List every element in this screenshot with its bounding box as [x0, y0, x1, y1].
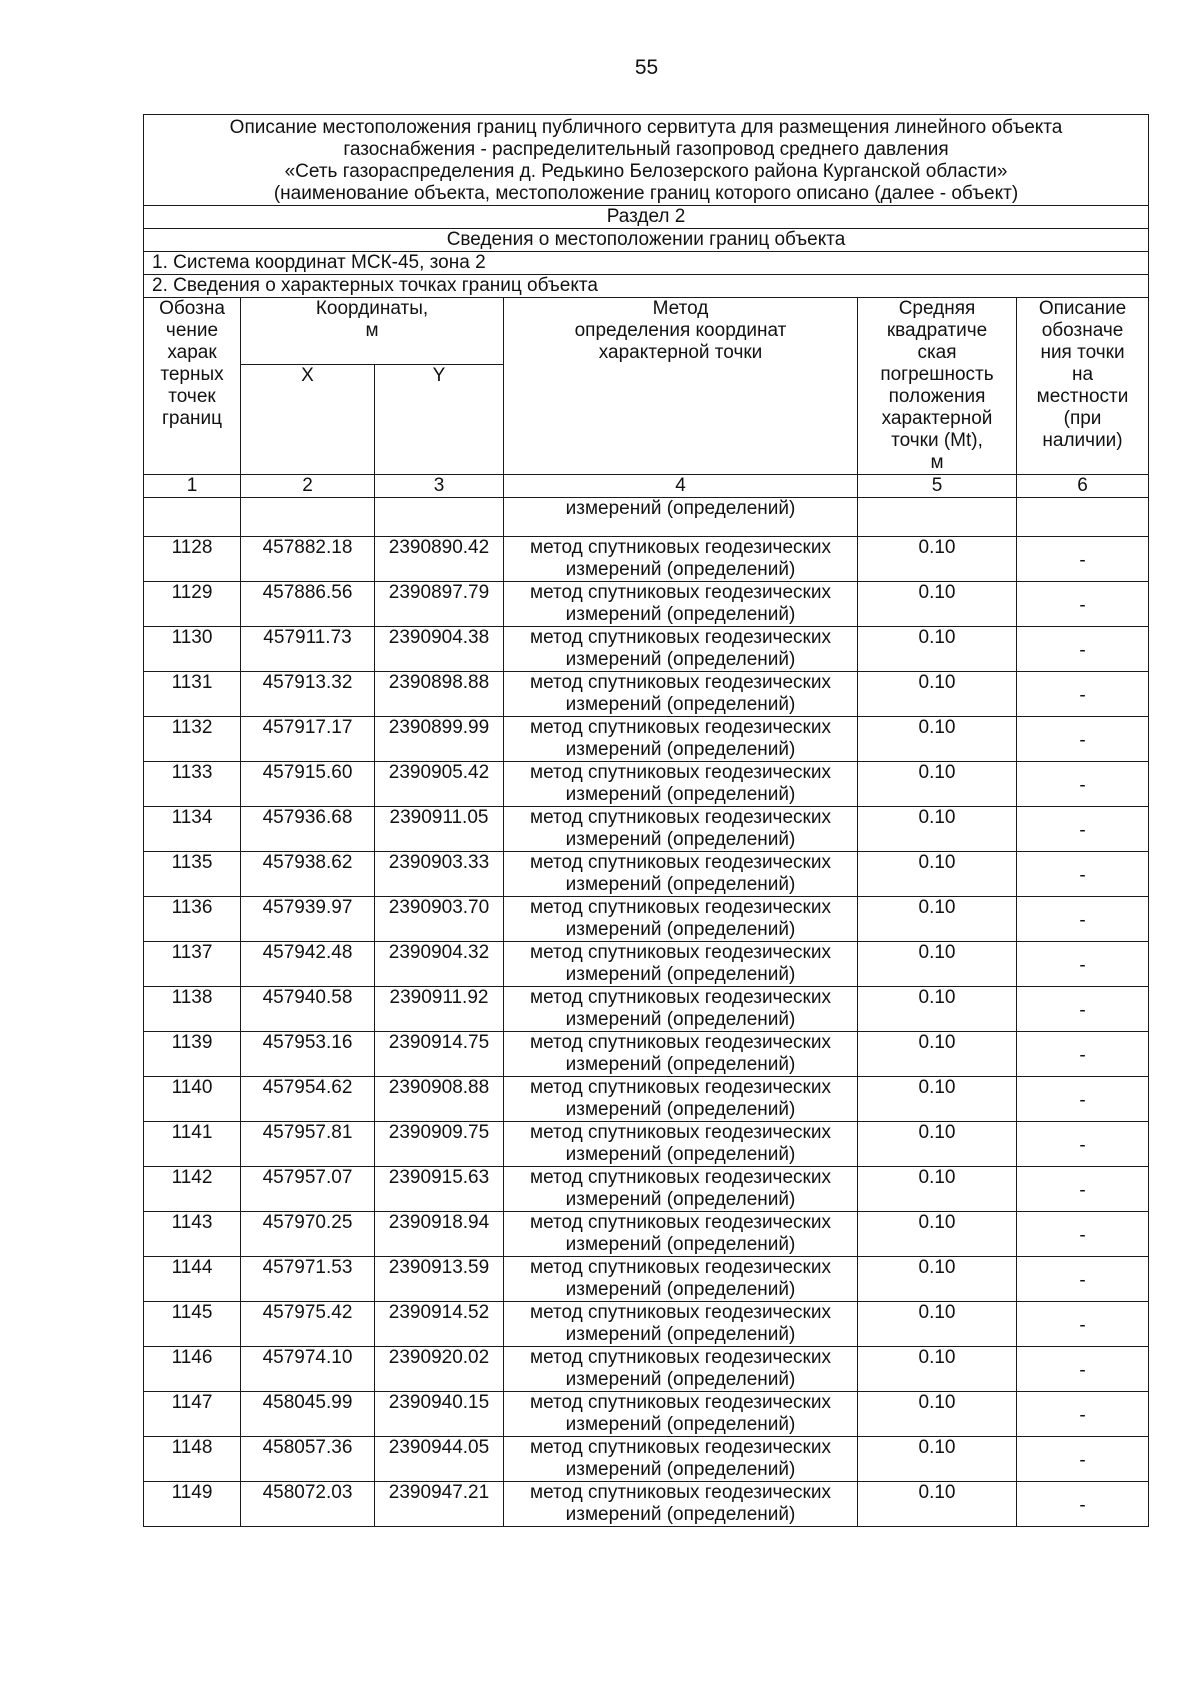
x-coordinate-cell: 457971.53	[241, 1257, 375, 1302]
mt-cell: 0.10	[858, 1032, 1017, 1077]
description-value: -	[1079, 775, 1086, 796]
mt-cell: 0.10	[858, 987, 1017, 1032]
header-description: Описание обозначе ния точки на местности (при наличии)	[1017, 298, 1149, 475]
x-coordinate-cell: 457953.16	[241, 1032, 375, 1077]
mt-cell: 0.10	[858, 807, 1017, 852]
x-coordinate-cell: 457957.07	[241, 1167, 375, 1212]
description-value: -	[1079, 910, 1086, 931]
description-cell	[1017, 1032, 1149, 1077]
y-coordinate-cell: 2390903.33	[375, 852, 504, 897]
y-coordinate-cell: 2390947.21	[375, 1482, 504, 1527]
points-info: 2. Сведения о характерных точках границ объекта	[144, 275, 1149, 298]
point-id-cell: 1131	[144, 672, 241, 717]
y-coordinate-cell: 2390898.88	[375, 672, 504, 717]
y-coordinate-cell: 2390914.52	[375, 1302, 504, 1347]
continued-method: измерений (определений)	[504, 498, 858, 537]
description-value: -	[1079, 1270, 1086, 1291]
description-cell	[1017, 537, 1149, 582]
y-coordinate-cell: 2390904.32	[375, 942, 504, 987]
y-coordinate-cell: 2390903.70	[375, 897, 504, 942]
header-x: X	[241, 364, 375, 474]
point-id-cell: 1143	[144, 1212, 241, 1257]
method-cell: метод спутниковых геодезических измерений (определений)	[504, 852, 858, 897]
x-coordinate-cell: 457942.48	[241, 942, 375, 987]
table-row	[144, 897, 1149, 942]
method-cell: метод спутниковых геодезических измерений (определений)	[504, 1032, 858, 1077]
description-value: -	[1079, 685, 1086, 706]
description-cell	[1017, 1212, 1149, 1257]
table-row	[144, 672, 1149, 717]
table-row	[144, 627, 1149, 672]
title-row	[144, 115, 1149, 206]
mt-cell: 0.10	[858, 1167, 1017, 1212]
mt-cell: 0.10	[858, 1392, 1017, 1437]
description-cell	[1017, 1257, 1149, 1302]
description-cell	[1017, 762, 1149, 807]
table-row	[144, 537, 1149, 582]
y-coordinate-cell: 2390911.92	[375, 987, 504, 1032]
column-number-row	[144, 475, 1149, 498]
description-cell	[1017, 852, 1149, 897]
method-cell: метод спутниковых геодезических измерений (определений)	[504, 1077, 858, 1122]
x-coordinate-cell: 457882.18	[241, 537, 375, 582]
point-id-cell: 1141	[144, 1122, 241, 1167]
mt-cell: 0.10	[858, 1122, 1017, 1167]
description-cell	[1017, 1302, 1149, 1347]
description-cell	[1017, 1122, 1149, 1167]
table-row	[144, 1122, 1149, 1167]
table-row	[144, 942, 1149, 987]
x-coordinate-cell: 457886.56	[241, 582, 375, 627]
description-cell	[1017, 1482, 1149, 1527]
point-id-cell: 1136	[144, 897, 241, 942]
table-row	[144, 852, 1149, 897]
x-coordinate-cell: 457970.25	[241, 1212, 375, 1257]
method-cell: метод спутниковых геодезических измерений (определений)	[504, 717, 858, 762]
x-coordinate-cell: 457974.10	[241, 1347, 375, 1392]
description-cell	[1017, 1347, 1149, 1392]
header-method: Метод определения координат характерной точки	[504, 298, 858, 475]
point-id-cell: 1146	[144, 1347, 241, 1392]
mt-cell: 0.10	[858, 1482, 1017, 1527]
description-cell	[1017, 582, 1149, 627]
description-value: -	[1079, 595, 1086, 616]
method-cell: метод спутниковых геодезических измерений (определений)	[504, 672, 858, 717]
header-y: Y	[375, 364, 504, 474]
x-coordinate-cell: 457913.32	[241, 672, 375, 717]
method-cell: метод спутниковых геодезических измерений (определений)	[504, 942, 858, 987]
point-id-cell: 1132	[144, 717, 241, 762]
table-row	[144, 1482, 1149, 1527]
x-coordinate-cell: 457911.73	[241, 627, 375, 672]
header-point-id: Обозна чение харак терных точек границ	[144, 298, 241, 475]
description-value: -	[1079, 865, 1086, 886]
mt-cell: 0.10	[858, 1437, 1017, 1482]
point-id-cell: 1129	[144, 582, 241, 627]
description-value: -	[1079, 1135, 1086, 1156]
column-number: 1	[144, 475, 241, 498]
mt-cell: 0.10	[858, 852, 1017, 897]
point-id-cell: 1137	[144, 942, 241, 987]
method-cell: метод спутниковых геодезических измерений (определений)	[504, 1302, 858, 1347]
table-row	[144, 582, 1149, 627]
description-value: -	[1079, 1360, 1086, 1381]
empty-cell	[1017, 498, 1149, 537]
y-coordinate-cell: 2390918.94	[375, 1212, 504, 1257]
description-value: -	[1079, 1090, 1086, 1111]
point-id-cell: 1140	[144, 1077, 241, 1122]
point-id-cell: 1128	[144, 537, 241, 582]
x-coordinate-cell: 457939.97	[241, 897, 375, 942]
mt-cell: 0.10	[858, 942, 1017, 987]
y-coordinate-cell: 2390909.75	[375, 1122, 504, 1167]
point-id-cell: 1139	[144, 1032, 241, 1077]
method-cell: метод спутниковых геодезических измерений (определений)	[504, 1257, 858, 1302]
point-id-cell: 1149	[144, 1482, 241, 1527]
description-value: -	[1079, 1315, 1086, 1336]
description-value: -	[1079, 955, 1086, 976]
method-cell: метод спутниковых геодезических измерений (определений)	[504, 987, 858, 1032]
method-cell: метод спутниковых геодезических измерений (определений)	[504, 1392, 858, 1437]
table-row	[144, 1392, 1149, 1437]
section-subtitle: Сведения о местоположении границ объекта	[144, 229, 1149, 252]
column-number: 2	[241, 475, 375, 498]
column-number: 5	[858, 475, 1017, 498]
method-cell: метод спутниковых геодезических измерений (определений)	[504, 1482, 858, 1527]
x-coordinate-cell: 458072.03	[241, 1482, 375, 1527]
boundary-points-table	[143, 114, 1149, 1527]
table-row	[144, 1167, 1149, 1212]
mt-cell: 0.10	[858, 627, 1017, 672]
section-heading: Раздел 2	[144, 206, 1149, 229]
description-value: -	[1079, 1225, 1086, 1246]
mt-cell: 0.10	[858, 1302, 1017, 1347]
description-cell	[1017, 807, 1149, 852]
x-coordinate-cell: 457957.81	[241, 1122, 375, 1167]
x-coordinate-cell: 457940.58	[241, 987, 375, 1032]
x-coordinate-cell: 457954.62	[241, 1077, 375, 1122]
description-cell	[1017, 1077, 1149, 1122]
coord-system-row	[144, 252, 1149, 275]
y-coordinate-cell: 2390908.88	[375, 1077, 504, 1122]
description-value: -	[1079, 1405, 1086, 1426]
y-coordinate-cell: 2390890.42	[375, 537, 504, 582]
description-value: -	[1079, 640, 1086, 661]
method-cell: метод спутниковых геодезических измерений (определений)	[504, 762, 858, 807]
y-coordinate-cell: 2390920.02	[375, 1347, 504, 1392]
mt-cell: 0.10	[858, 537, 1017, 582]
method-cell: метод спутниковых геодезических измерений (определений)	[504, 582, 858, 627]
document-title	[144, 115, 1149, 206]
section-row	[144, 206, 1149, 229]
table-row	[144, 1212, 1149, 1257]
method-cell: метод спутниковых геодезических измерений (определений)	[504, 1347, 858, 1392]
header-coordinates: Координаты, м	[241, 298, 504, 365]
table-row	[144, 1302, 1149, 1347]
table-row	[144, 987, 1149, 1032]
description-value: -	[1079, 1495, 1086, 1516]
method-cell: метод спутниковых геодезических измерений (определений)	[504, 897, 858, 942]
y-coordinate-cell: 2390897.79	[375, 582, 504, 627]
y-coordinate-cell: 2390913.59	[375, 1257, 504, 1302]
method-cell: метод спутниковых геодезических измерений (определений)	[504, 627, 858, 672]
description-value: -	[1079, 1000, 1086, 1021]
y-coordinate-cell: 2390915.63	[375, 1167, 504, 1212]
x-coordinate-cell: 457975.42	[241, 1302, 375, 1347]
y-coordinate-cell: 2390940.15	[375, 1392, 504, 1437]
description-cell	[1017, 1437, 1149, 1482]
table-row	[144, 1257, 1149, 1302]
method-cell: метод спутниковых геодезических измерений (определений)	[504, 1122, 858, 1167]
coord-system: 1. Система координат МСК-45, зона 2	[144, 252, 1149, 275]
description-cell	[1017, 1167, 1149, 1212]
point-id-cell: 1138	[144, 987, 241, 1032]
description-value: -	[1079, 1450, 1086, 1471]
point-id-cell: 1147	[144, 1392, 241, 1437]
section-subtitle-row	[144, 229, 1149, 252]
title-line-4: (наименование объекта, местоположение границ которого описано (далее - объект)	[273, 183, 1019, 204]
title-line-3: «Сеть газораспределения д. Редькино Белозерского района Курганской области»	[284, 161, 1008, 182]
table-row	[144, 1437, 1149, 1482]
point-id-cell: 1135	[144, 852, 241, 897]
table-row	[144, 1032, 1149, 1077]
description-cell	[1017, 717, 1149, 762]
title-line-2: газоснабжения - распределительный газопровод среднего давления	[343, 139, 949, 160]
description-cell	[1017, 942, 1149, 987]
y-coordinate-cell: 2390944.05	[375, 1437, 504, 1482]
point-id-cell: 1144	[144, 1257, 241, 1302]
page-number: 55	[634, 56, 659, 79]
description-value: -	[1079, 1180, 1086, 1201]
mt-cell: 0.10	[858, 717, 1017, 762]
empty-cell	[144, 498, 241, 537]
method-cell: метод спутниковых геодезических измерений (определений)	[504, 537, 858, 582]
method-cell: метод спутниковых геодезических измерений (определений)	[504, 1167, 858, 1212]
header-mt: Средняя квадратиче ская погрешность положения характерной точки (Mt), м	[858, 298, 1017, 475]
mt-cell: 0.10	[858, 1212, 1017, 1257]
table-row	[144, 717, 1149, 762]
title-line-1: Описание местоположения границ публичного сервитута для размещения линейного объекта	[229, 117, 1063, 138]
point-id-cell: 1145	[144, 1302, 241, 1347]
empty-cell	[375, 498, 504, 537]
x-coordinate-cell: 458057.36	[241, 1437, 375, 1482]
x-coordinate-cell: 457936.68	[241, 807, 375, 852]
table-row	[144, 762, 1149, 807]
description-value: -	[1079, 730, 1086, 751]
x-coordinate-cell: 458045.99	[241, 1392, 375, 1437]
mt-cell: 0.10	[858, 1257, 1017, 1302]
x-coordinate-cell: 457938.62	[241, 852, 375, 897]
description-cell	[1017, 672, 1149, 717]
method-cell: метод спутниковых геодезических измерений (определений)	[504, 807, 858, 852]
description-value: -	[1079, 820, 1086, 841]
y-coordinate-cell: 2390914.75	[375, 1032, 504, 1077]
point-id-cell: 1130	[144, 627, 241, 672]
mt-cell: 0.10	[858, 582, 1017, 627]
y-coordinate-cell: 2390911.05	[375, 807, 504, 852]
method-cell: метод спутниковых геодезических измерений (определений)	[504, 1437, 858, 1482]
header-row-top	[144, 298, 1149, 365]
mt-cell: 0.10	[858, 1347, 1017, 1392]
table-row	[144, 807, 1149, 852]
y-coordinate-cell: 2390899.99	[375, 717, 504, 762]
column-number: 6	[1017, 475, 1149, 498]
point-id-cell: 1148	[144, 1437, 241, 1482]
points-info-row	[144, 275, 1149, 298]
method-cell: метод спутниковых геодезических измерений (определений)	[504, 1212, 858, 1257]
mt-cell: 0.10	[858, 897, 1017, 942]
table-row	[144, 1347, 1149, 1392]
empty-cell	[858, 498, 1017, 537]
point-id-cell: 1134	[144, 807, 241, 852]
x-coordinate-cell: 457917.17	[241, 717, 375, 762]
point-id-cell: 1142	[144, 1167, 241, 1212]
point-id-cell: 1133	[144, 762, 241, 807]
description-value: -	[1079, 1045, 1086, 1066]
x-coordinate-cell: 457915.60	[241, 762, 375, 807]
empty-cell	[241, 498, 375, 537]
column-number: 4	[504, 475, 858, 498]
column-number: 3	[375, 475, 504, 498]
description-cell	[1017, 627, 1149, 672]
description-cell	[1017, 987, 1149, 1032]
description-value: -	[1079, 550, 1086, 571]
mt-cell: 0.10	[858, 1077, 1017, 1122]
y-coordinate-cell: 2390905.42	[375, 762, 504, 807]
mt-cell: 0.10	[858, 762, 1017, 807]
mt-cell: 0.10	[858, 672, 1017, 717]
continuation-row	[144, 498, 1149, 537]
description-cell	[1017, 897, 1149, 942]
y-coordinate-cell: 2390904.38	[375, 627, 504, 672]
description-cell	[1017, 1392, 1149, 1437]
table-row	[144, 1077, 1149, 1122]
